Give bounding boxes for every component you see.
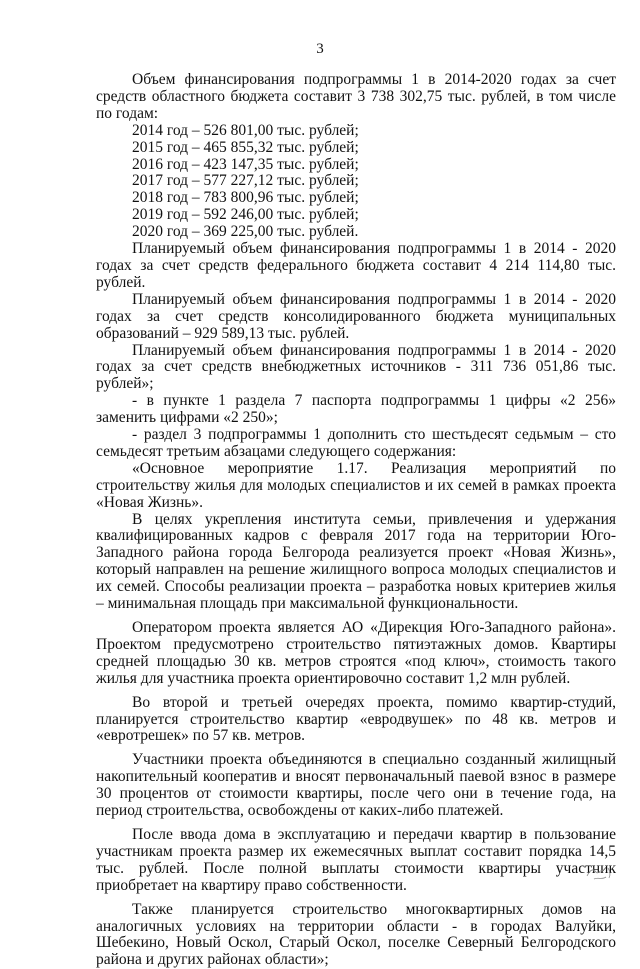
regional-plans-paragraph: Также планируется строительство многоквартирных домов на аналогичных условиях на территории области - в городах Валуйки, Шебекино, Новый Оскол, Старый Оскол, поселке Северный Белгородского района и других районах области»; <box>96 900 616 969</box>
year-item-2018: 2018 год – 783 800,96 тыс. рублей; <box>132 189 359 207</box>
document-body <box>96 72 616 969</box>
handwritten-mark-icon <box>584 862 618 884</box>
project-goals-paragraph: В целях укрепления института семьи, привлечения и удержания квалифицированных кадров с февраля 2017 года на территории Юго-Западного района города Белгорода реализуется проект «Новая Жизнь», который направлен на решение жилищного вопроса молодых специалистов и их семей. Способы реализации проекта – разработка новых критериев жилья – минимальная площадь при максимальной функциональности. <box>96 510 616 613</box>
year-item-2020: 2020 год – 369 225,00 тыс. рублей. <box>132 223 359 241</box>
main-measure-heading: «Основное мероприятие 1.17. Реализация мероприятий по строительству жилья для молодых специалистов и их семей в рамках проекта «Новая Жизнь». <box>96 459 616 511</box>
year-item-2015: 2015 год – 465 855,32 тыс. рублей; <box>132 138 359 156</box>
amendment-point-2: - раздел 3 подпрограммы 1 дополнить сто шестьдесят седьмым – сто семьдесят третьим абзацами следующего содержания: <box>96 426 616 460</box>
project-operator-paragraph: Оператором проекта является АО «Дирекция Юго-Западного района». Проектом предусмотрено строительство пятиэтажных домов. Квартиры средней площадью 30 кв. метров строятся «под ключ», стоимость такого жилья для участника проекта ориентировочно составит 1,2 млн рублей. <box>96 619 616 687</box>
financing-intro-paragraph: Объем финансирования подпрограммы 1 в 2014-2020 годах за счет средств областного бюджета составит 3 738 302,75 тыс. рублей, в том числе по годам: <box>96 71 616 122</box>
year-item-2014: 2014 год – 526 801,00 тыс. рублей; <box>132 121 359 139</box>
year-item-2017: 2017 год – 577 227,12 тыс. рублей; <box>132 172 359 190</box>
project-stages-paragraph: Во второй и третьей очередях проекта, помимо квартир-студий, планируется строительство квартир «евродвушек» по 48 кв. метров и «евротрешек» по 57 кв. метров. <box>96 693 616 745</box>
year-item-2016: 2016 год – 423 147,35 тыс. рублей; <box>132 155 359 173</box>
cooperative-paragraph: Участники проекта объединяются в специально созданный жилищный накопительный кооператив и вносят первоначальный паевой взнос в размере 30 процентов от стоимости квартиры, после чего они в течение года, на период строительства, освобождены от каких-либо платежей. <box>96 751 616 820</box>
page-number: 3 <box>316 41 324 57</box>
municipal-budget-paragraph: Планируемый объем финансирования подпрограммы 1 в 2014 - 2020 годах за счет средств консолидированного бюджета муниципальных образований – 929 589,13 тыс. рублей. <box>96 290 616 342</box>
federal-budget-paragraph: Планируемый объем финансирования подпрограммы 1 в 2014 - 2020 годах за счет средств федерального бюджета составит 4 214 114,80 тыс. рублей. <box>96 240 616 291</box>
year-item-2019: 2019 год – 592 246,00 тыс. рублей; <box>132 206 359 224</box>
extrabudgetary-paragraph: Планируемый объем финансирования подпрограммы 1 в 2014 - 2020 годах за счет средств внебюджетных источников - 311 736 051,86 тыс. рублей»; <box>96 341 616 393</box>
amendment-point-1: - в пункте 1 раздела 7 паспорта подпрограммы 1 цифры «2 256» заменить цифрами «2 250»; <box>96 392 616 427</box>
yearly-financing-list <box>96 123 616 241</box>
monthly-payments-paragraph: После ввода дома в эксплуатацию и передачи квартир в пользование участникам проекта размер их ежемесячных выплат составит порядка 14,5 тыс. рублей. После полной выплаты стоимости квартиры участник приобретает на квартиру право собственности. <box>96 825 616 894</box>
